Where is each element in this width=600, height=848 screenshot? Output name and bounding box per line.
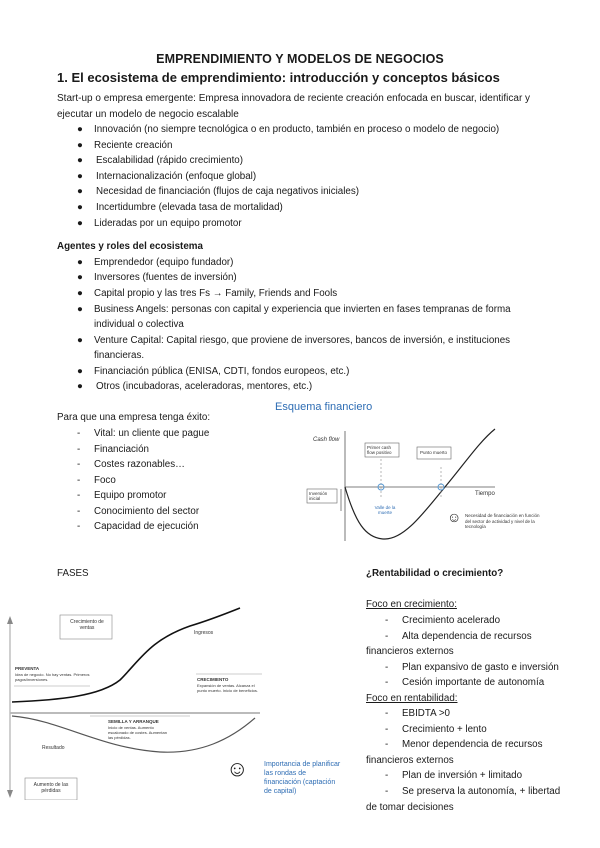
idea-person-icon: ☺: [447, 509, 462, 525]
esquema-financiero-figure: [275, 401, 545, 549]
success-item: Financiación: [94, 444, 150, 455]
intro-line-2: ejecutar un modelo de negocio escalable: [57, 109, 239, 120]
agent-item: Venture Capital: Capital riesgo, que proviene de inversores, bancos de inversión, e instituciones: [94, 335, 511, 346]
crec-item: Cesión importante de autonomía: [402, 677, 545, 688]
preventa-desc: Idea de negocio. No hay ventas. Primeros pagos/inversiones.: [15, 672, 90, 682]
rent-item: Crecimiento + lento: [402, 724, 487, 735]
success-item: Capacidad de ejecución: [94, 521, 199, 532]
feature-item: Escalabilidad (rápido crecimiento): [96, 155, 244, 166]
bullet-icon: ●: [77, 186, 83, 197]
tiempo-label: Tiempo: [475, 491, 495, 497]
agents-heading: Agentes y roles del ecosistema: [57, 241, 203, 252]
bullet-icon: ●: [77, 124, 83, 135]
feature-item: Incertidumbre (elevada tasa de mortalidad): [96, 202, 283, 213]
bullet-icon: ●: [77, 381, 83, 392]
crec-item: Alta dependencia de recursos: [402, 631, 532, 642]
success-item: Conocimiento del sector: [94, 506, 200, 517]
crec-item: Crecimiento acelerado: [402, 615, 501, 626]
rentabilidad-heading: ¿Rentabilidad o crecimiento?: [366, 568, 504, 579]
esquema-title: Esquema financiero: [275, 401, 373, 413]
feature-item: Lideradas por un equipo promotor: [94, 218, 242, 229]
ingresos-label: Ingresos: [194, 630, 214, 636]
bullet-icon: ●: [77, 272, 83, 283]
rent-item-cont: financieros externos: [366, 755, 454, 766]
semilla-label: SEMILLA Y ARRANQUE: [108, 719, 159, 724]
rent-item: EBIDTA >0: [402, 708, 451, 719]
intro-line-1: Start-up o empresa emergente: Empresa innovadora de reciente creación enfocada en buscar, identificar y: [57, 93, 531, 104]
bullet-icon: ●: [77, 218, 83, 229]
valle-label: Valle de la muerte: [374, 505, 396, 515]
crecimiento-phase-label: CRECIMIENTO: [197, 677, 229, 682]
bullet-icon: ●: [77, 288, 83, 299]
agent-item: Business Angels: personas con capital y experiencia que invierten en fases tempranas de forma: [94, 304, 511, 315]
rent-item: Se preserva la autonomía, + libertad: [402, 786, 561, 797]
feature-item: Innovación (no siempre tecnológica o en producto, también en proceso o modelo de negocio): [94, 124, 500, 135]
importancia-note: Importancia de planificar las rondas de financiación (captación de capital): [264, 761, 341, 795]
crec-item-cont: financieros externos: [366, 646, 454, 657]
fases-heading: FASES: [57, 568, 89, 579]
feature-item: Necesidad de financiación (flujos de caja negativos iniciales): [96, 186, 360, 197]
agent-item: Otros (incubadoras, aceleradoras, mentores, etc.): [96, 381, 313, 392]
bullet-icon: ●: [77, 335, 83, 346]
agent-item: Financiación pública (ENISA, CDTI, fondos europeos, etc.): [94, 366, 350, 377]
crecimiento-ventas-label: Crecimiento de ventas: [70, 619, 104, 631]
section-heading: 1. El ecosistema de emprendimiento: introducción y conceptos básicos: [57, 70, 500, 85]
rent-item-cont: de tomar decisiones: [366, 802, 454, 813]
resultado-label: Resultado: [42, 745, 65, 751]
semilla-desc: Inicio de ventas. Aumento escalonado de costes. Aumentan las pérdidas.: [108, 725, 167, 740]
idea-person-icon: ☺: [226, 756, 249, 781]
document-title: EMPRENDIMIENTO Y MODELOS DE NEGOCIOS: [156, 52, 444, 66]
agent-item: Emprendedor (equipo fundador): [94, 257, 234, 268]
bullet-icon: ●: [77, 304, 83, 315]
inversion-inicial-box: Inversión inicial: [309, 491, 328, 501]
bullet-icon: ●: [77, 366, 83, 377]
cash-flow-label: Cash flow: [313, 437, 340, 443]
foco-rentabilidad: Foco en rentabilidad:: [366, 693, 458, 704]
success-item: Equipo promotor: [94, 490, 167, 501]
punto-muerto-box: Punto muerto: [420, 450, 448, 455]
bullet-icon: ●: [77, 202, 83, 213]
feature-item: Reciente creación: [94, 140, 173, 151]
necesidad-note: Necesidad de financiación en función del sector de actividad y nivel de la tecnología: [465, 513, 540, 529]
rent-item: Menor dependencia de recursos: [402, 739, 543, 750]
success-item: Vital: un cliente que pague: [94, 428, 210, 439]
preventa-label: PREVENTA: [15, 666, 40, 671]
agent-item-cont: individual o colectiva: [94, 319, 184, 330]
aumento-perdidas-label: Aumento de las pérdidas: [33, 782, 69, 794]
agent-item: Inversores (fuentes de inversión): [94, 272, 237, 283]
success-item: Costes razonables…: [94, 459, 185, 470]
foco-crecimiento: Foco en crecimiento:: [366, 599, 457, 610]
primer-cashflow-box: Primer cash flow positivo: [367, 445, 392, 455]
bullet-icon: ●: [77, 171, 83, 182]
agent-item-cont: financieras.: [94, 350, 145, 361]
bullet-icon: ●: [77, 155, 83, 166]
fases-figure: [0, 600, 341, 800]
rent-item: Plan de inversión + limitado: [402, 770, 523, 781]
feature-item: Internacionalización (enfoque global): [96, 171, 257, 182]
bullet-icon: ●: [77, 257, 83, 268]
crec-item: Plan expansivo de gasto e inversión: [402, 662, 559, 673]
crecimiento-desc: Expansión de ventas. Alcanza el punto muerto. Inicio de beneficios.: [197, 683, 258, 693]
agent-item: Capital propio y las tres Fs → Family, Friends and Fools: [94, 288, 338, 299]
success-heading: Para que una empresa tenga éxito:: [57, 412, 211, 423]
bullet-icon: ●: [77, 140, 83, 151]
success-item: Foco: [94, 475, 116, 486]
